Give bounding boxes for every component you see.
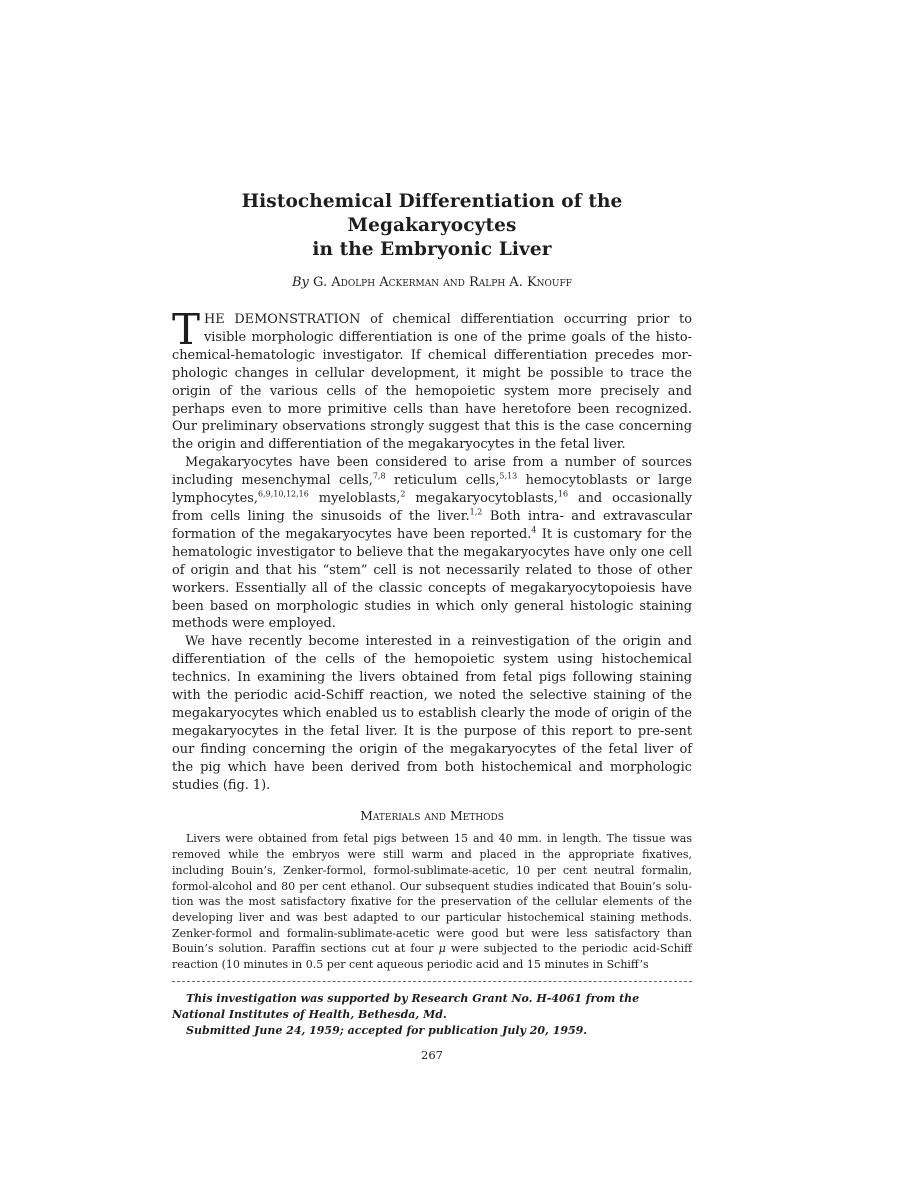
paragraph-2 xyxy=(172,454,692,633)
funding-footnote: This investigation was supported by Research Grant No. H-4061 from the National Institutes of Health, Bethesda, Md. xyxy=(172,991,640,1021)
ref-7-8: 7,8 xyxy=(372,471,386,481)
drop-cap: T xyxy=(172,305,201,354)
article-title xyxy=(172,190,692,262)
title-line-1: Histochemical Differentiation of the Megakaryocytes xyxy=(241,191,623,236)
p2-text-b: reticulum cells, xyxy=(385,473,500,489)
methods-heading: Materials and Methods xyxy=(360,808,504,824)
article-body xyxy=(172,305,693,794)
ref-4: 4 xyxy=(531,525,537,535)
mu-symbol: μ xyxy=(438,942,446,956)
methods-text-b: were subjected to the periodic acid-Schiff reaction (10 minutes in 0.5 per cent aqueous periodic acid and 15 minutes in Schiff’s xyxy=(172,942,692,972)
methods-text-a: Livers were obtained from fetal pigs between 15 and 40 mm. in length. The tissue was removed while the embryos were still warm and placed in the appropriate fixatives, including Bouin’s, Zenker-formol, formol-sublimate-acetic, 10 per cent neutral formalin, formol-alcohol and 80 per cent ethanol. Our subsequent studies indicated that Bouin’s solu-tion was the most satisfactory fixative for the preservation of the cellular elements of the developing liver and was best adapted to our particular histochemical staining methods. Zenker-formol and formalin-sublimate-acetic were good but were less satisfactory than Bouin’s solution. Paraffin sections cut at four xyxy=(172,832,692,956)
byline-authors: G. Adolph Ackerman and Ralph A. Knouff xyxy=(313,275,572,290)
footnotes xyxy=(172,991,692,1039)
p2-text-c: hemocytoblasts or large lymphocytes, xyxy=(172,473,693,507)
paragraph-1-text: HE DEMONSTRATION of chemical differentiation occurring prior to visible morphologic differentiation is one of the prime goals of the histo-chemical-hematologic investigator. If chemical differentiation precedes mor-phologic changes in cellular development, it might be possible to trace the origin of the various cells of the hemopoietic system more precisely and perhaps even to more primitive cells than have heretofore been recognized. Our preliminary observations strongly suggest that this is the case concerning the origin and differentiation of the megakaryocytes in the fetal liver. xyxy=(172,312,692,453)
p2-text-e: megakaryocytoblasts, xyxy=(405,491,558,507)
byline-by: By xyxy=(291,275,309,290)
p2-text-a: Megakaryocytes have been considered to arise from a number of sources including mesenchymal cells, xyxy=(172,455,692,489)
dates-footnote: Submitted June 24, 1959; accepted for publication July 20, 1959. xyxy=(186,1023,588,1037)
p2-text-h: It is customary for the hematologic investigator to believe that the megakaryocytes have only one cell of origin and that his “stem” cell is not necessarily related to those of other workers. Essentially all of the classic concepts of megakaryocytopoiesis have been based on morphologic studies in which only general histologic staining methods were employed. xyxy=(172,526,692,632)
ref-6-16: 6,9,10,12,16 xyxy=(257,489,309,499)
byline xyxy=(172,275,692,290)
paragraph-1 xyxy=(172,305,692,454)
article-page xyxy=(172,190,692,1062)
title-line-2: in the Embryonic Liver xyxy=(312,239,552,260)
ref-16: 16 xyxy=(557,489,569,499)
p2-text-f: and occasionally from cells lining the sinusoids of the liver. xyxy=(172,491,692,524)
methods-paragraph xyxy=(172,831,692,972)
page-number: 267 xyxy=(421,1047,443,1062)
p2-text-d: myeloblasts, xyxy=(308,491,401,507)
ref-5-13: 5,13 xyxy=(499,471,518,481)
p2-text-g: Both intra- and extravascular formation of the megakaryocytes have been reported. xyxy=(172,508,692,542)
methods-section xyxy=(172,831,692,972)
ref-2: 2 xyxy=(400,489,406,499)
paragraph-3: We have recently become interested in a reinvestigation of the origin and differentiation of the cells of the hemopoietic system using histochemical technics. In examining the livers obtained from fetal pigs following staining with the periodic acid-Schiff reaction, we noted the selective staining of the megakaryocytes which enabled us to establish clearly the mode of origin of the megakaryocytes in the fetal liver. It is the purpose of this report to pre-sent our finding concerning the origin of the megakaryocytes of the fetal liver of the pig which have been derived from both histochemical and morphologic studies (fig. 1). xyxy=(172,634,692,793)
footnote-divider xyxy=(172,981,692,982)
ref-1-2: 1,2 xyxy=(469,507,483,517)
